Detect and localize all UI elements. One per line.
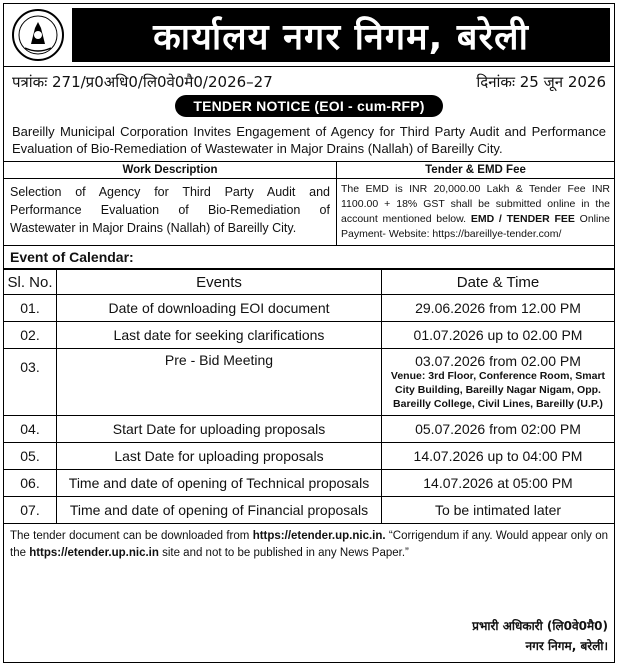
etender-link-2[interactable]: https://etender.up.nic.in [29, 547, 159, 559]
table-row [4, 322, 614, 349]
notice-badge-row [4, 95, 614, 117]
tender-notice-badge: TENDER NOTICE (EOI - cum-RFP) [175, 95, 442, 117]
emd-text: The EMD is INR 20,000.00 Lakh & Tender Fee INR 1100.00 + 18% GST shall be submitted online in the account mentioned below. [341, 183, 610, 225]
work-description: Selection of Agency for Third Party Audit and Performance Evaluation of Bio-Remediation of Wastewater in Major Drains (Nallah) of Bareilly City. [4, 179, 337, 246]
meeting-venue: Venue: 3rd Floor, Conference Room, Smart City Building, Bareilly Nagar Nigam, Opp. Bareilly College, Civil Lines, Bareilly (U.P.) [390, 370, 606, 410]
calendar-title: Event of Calendar: [4, 246, 614, 269]
row-event: Time and date of opening of Technical proposals [57, 470, 382, 497]
work-table [4, 161, 614, 246]
row-event: Time and date of opening of Financial proposals [57, 497, 382, 524]
table-row [4, 349, 614, 416]
row-date: 05.07.2026 from 02:00 PM [382, 416, 615, 443]
row-date: 29.06.2026 from 12.00 PM [382, 295, 615, 322]
emd-website: Online Payment- Website: https://bareillye-tender.com/ [341, 213, 611, 240]
table-row [4, 416, 614, 443]
reference-line [4, 67, 614, 93]
row-date: 03.07.2026 from 02.00 PM [415, 353, 581, 369]
notice-date: दिनांकः 25 जून 2026 [476, 73, 606, 91]
tender-emd-header: Tender & EMD Fee [337, 162, 615, 179]
emd-bold-label: EMD / TENDER FEE [470, 213, 575, 225]
row-event: Last Date for uploading proposals [57, 443, 382, 470]
row-sl: 01. [4, 295, 57, 322]
row-date: 14.07.2026 at 05:00 PM [382, 470, 615, 497]
municipal-seal-logo [11, 8, 65, 62]
row-date: 14.07.2026 up to 04:00 PM [382, 443, 615, 470]
row-sl: 04. [4, 416, 57, 443]
footer-note [4, 524, 614, 562]
tender-notice-page [3, 3, 615, 663]
signatory-title: प्रभारी अधिकारी (लि0वे0मै0) [472, 619, 608, 633]
col-header-sl: Sl. No. [4, 270, 57, 295]
signature-block [472, 616, 608, 656]
letter-number: पत्रांकः 271/प्र0अधि0/लि0वे0मै0/2026–27 [12, 73, 273, 91]
row-sl: 07. [4, 497, 57, 524]
events-table [4, 269, 614, 524]
footer-text-3: site and not to be published in any News Paper.” [158, 547, 409, 559]
signatory-office: नगर निगम, बरेली। [525, 639, 608, 653]
row-event: Date of downloading EOI document [57, 295, 382, 322]
col-header-events: Events [57, 270, 382, 295]
logo-wrap [4, 5, 72, 65]
row-event: Pre - Bid Meeting [57, 349, 382, 416]
footer-text-2: “Corrigendum if any. Would appear only on the [10, 530, 609, 559]
footer-text-1: The tender document can be downloaded from [10, 530, 253, 542]
etender-link-1[interactable]: https://etender.up.nic.in. [252, 530, 386, 542]
header [4, 4, 614, 67]
row-sl: 05. [4, 443, 57, 470]
row-date-cell [382, 349, 615, 416]
row-sl: 06. [4, 470, 57, 497]
office-title: कार्यालय नगर निगम, बरेली [72, 8, 610, 62]
row-sl: 03. [4, 349, 57, 416]
table-row [4, 443, 614, 470]
emd-fee-cell [337, 179, 615, 246]
work-description-header: Work Description [4, 162, 337, 179]
row-event: Start Date for uploading proposals [57, 416, 382, 443]
table-row [4, 470, 614, 497]
row-event: Last date for seeking clarifications [57, 322, 382, 349]
row-sl: 02. [4, 322, 57, 349]
row-date: 01.07.2026 up to 02.00 PM [382, 322, 615, 349]
intro-paragraph: Bareilly Municipal Corporation Invites Engagement of Agency for Third Party Audit and Performance Evaluation of Bio-Remediation of Wastewater in Major Drains (Nallah) of Bareilly City. [12, 124, 606, 156]
row-date: To be intimated later [382, 497, 615, 524]
col-header-date: Date & Time [382, 270, 615, 295]
table-row [4, 295, 614, 322]
table-row [4, 497, 614, 524]
